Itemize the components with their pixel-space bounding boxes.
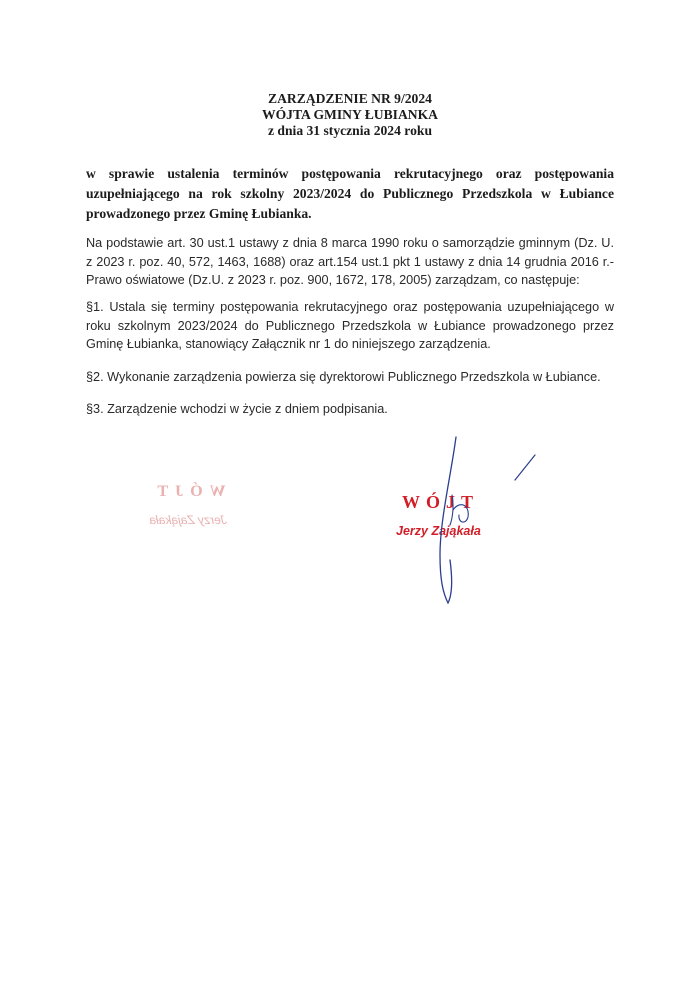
document-title: ZARZĄDZENIE NR 9/2024 (268, 91, 432, 106)
legal-basis-paragraph: Na podstawie art. 30 ust.1 ustawy z dnia 8 marca 1990 roku o samorządzie gminnym (Dz. U. z 2023 r. poz. 40, 572, 1463, 1688) oraz art.154 ust.1 pkt 1 ustawy z dnia 14 grudnia 2016 r.- Prawo oświatowe (Dz.U. z 2023 r. poz. 900, 1672, 178, 2005) zarządzam, co następuje: (86, 236, 614, 287)
section-1-paragraph: §1. Ustala się terminy postępowania rekrutacyjnego oraz postępowania uzupełniającego w roku szkolnym 2023/2024 do Publicznego Przedszkola w Łubiance prowadzonego przez Gminę Łubianka, stanowiący Załącznik nr 1 do niniejszego zarządzenia. (86, 300, 614, 351)
ghost-stamp-name: Jerzy Zająkała (149, 513, 227, 527)
document-date: z dnia 31 stycznia 2024 roku (267, 123, 433, 138)
stamp-name: Jerzy Zająkała (396, 524, 481, 538)
stamp-title: WÓJT (402, 492, 480, 512)
document-subject: w sprawie ustalenia terminów postępowania rekrutacyjnego oraz postępowania uzupełniającego na rok szkolny 2023/2024 do Publicznego Przedszkola w Łubiance prowadzonego przez Gminę Łubianka. (86, 166, 614, 221)
document-header (0, 91, 700, 139)
mirrored-stamp-showthrough (128, 483, 248, 527)
section-3-paragraph: §3. Zarządzenie wchodzi w życie z dniem podpisania. (86, 402, 388, 416)
handwritten-signature (380, 425, 560, 615)
document-issuer: WÓJTA GMINY ŁUBIANKA (262, 107, 438, 122)
section-2-paragraph: §2. Wykonanie zarządzenia powierza się dyrektorowi Publicznego Przedszkola w Łubiance. (86, 370, 601, 384)
ghost-stamp-title: WÓJT (150, 483, 226, 500)
